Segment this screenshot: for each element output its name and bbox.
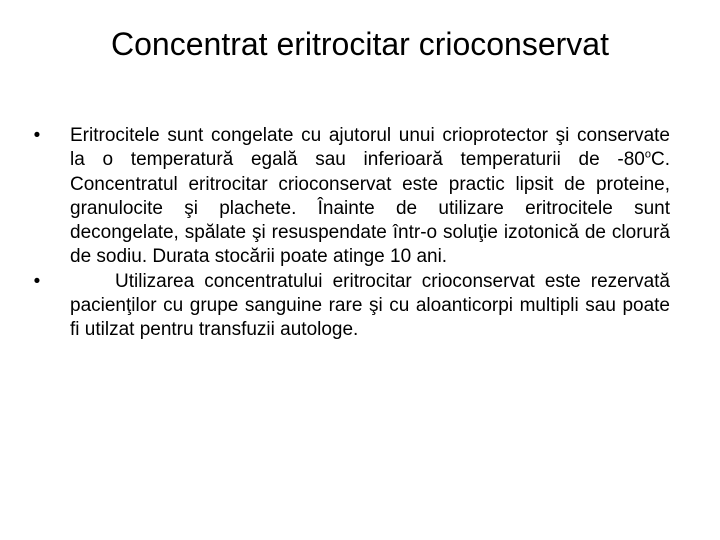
bullet-1-text — [70, 125, 670, 267]
bullet-item-1 — [30, 124, 670, 270]
bullet-marker: • — [33, 270, 41, 292]
slide-title: Concentrat eritrocitar crioconservat — [111, 26, 609, 62]
bullet-item-2 — [30, 270, 670, 343]
bullet-marker: • — [33, 125, 41, 146]
bullet-1-text-part-1: Eritrocitele sunt congelate cu ajutorul unui crioprotector şi conservate la o temperatură egală sau inferioară temperaturii de -80 — [70, 125, 670, 171]
bullet-1-text-part-2: C. Concentratul eritrocitar crioconservat este practic lipsit de proteine, granulocite şi plachete. Înainte de utilizare eritrocitele sunt decongelate, spălate şi resuspendate într-o soluţie izotonică de clorură de sodiu. Durata stocării poate atinge 10 ani. — [70, 149, 670, 268]
bullet-list — [30, 124, 670, 343]
bullet-2-text: Utilizarea concentratului eritrocitar crioconservat este rezervată pacienţilor cu grupe sanguine rare şi cu aloanticorpi multipli sau poate fi utilzat pentru transfuzii autologe. — [70, 270, 670, 341]
degree-superscript: o — [644, 148, 651, 161]
